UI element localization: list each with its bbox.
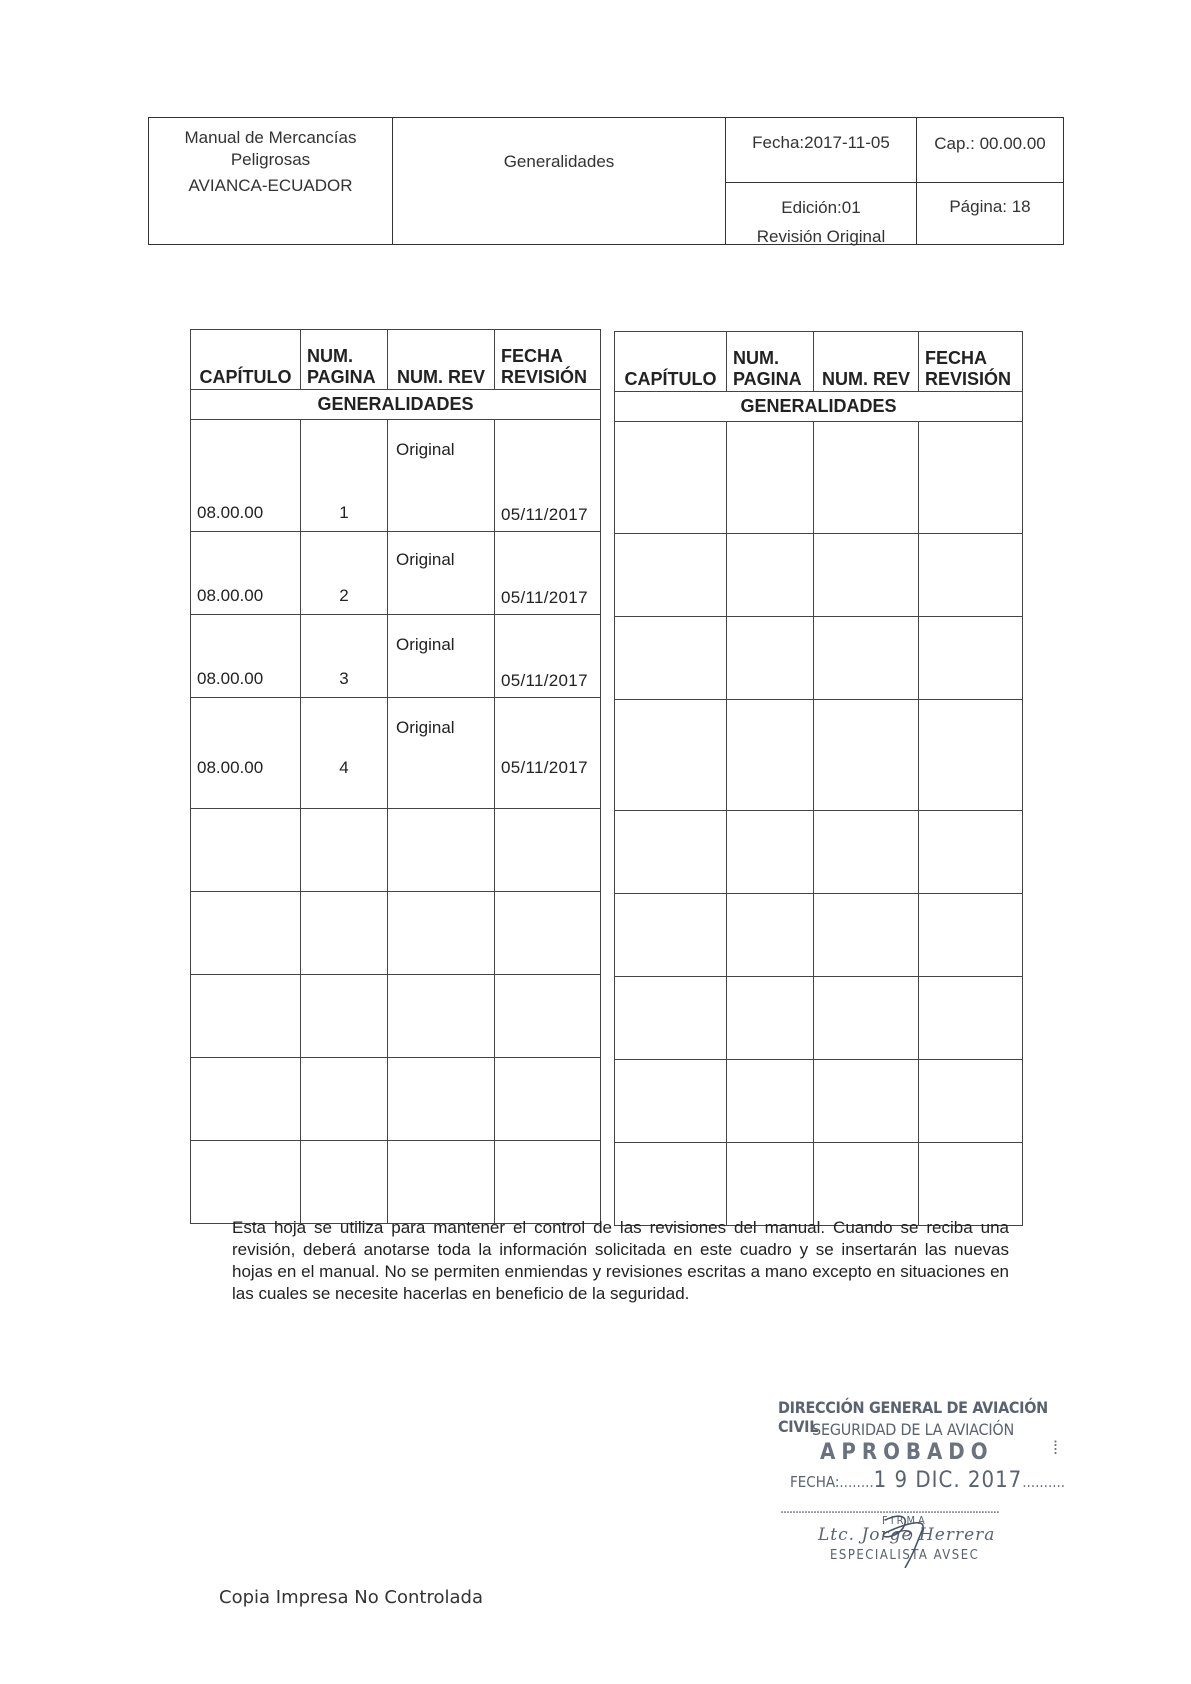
col-header-fecha-revision: FECHA REVISIÓN [495, 330, 601, 390]
row-fecha: 05/11/2017 [501, 758, 588, 777]
header-edition: Edición:01 [781, 198, 861, 217]
row-pagina: 4 [339, 758, 349, 777]
section-label: GENERALIDADES [615, 392, 1023, 422]
uncontrolled-copy-label: Copia Impresa No Controlada [219, 1587, 483, 1608]
table-row-empty [615, 977, 1023, 1060]
table-row-empty [191, 975, 601, 1058]
stamp-signature-label: FIRMA [882, 1514, 928, 1527]
table-row-empty [615, 617, 1023, 700]
table-row [191, 615, 601, 698]
manual-title-line2: Peligrosas [230, 150, 311, 169]
row-pagina: 2 [339, 586, 349, 605]
row-capitulo: 08.00.00 [197, 758, 264, 777]
table-row-empty [191, 892, 601, 975]
document-header [148, 117, 1064, 245]
header-revision: Revisión Original [756, 227, 886, 246]
table-row-empty [615, 894, 1023, 977]
row-rev: Original [396, 550, 455, 569]
header-edition-cell [726, 183, 917, 244]
section-label: GENERALIDADES [191, 390, 601, 420]
table-header-row [191, 330, 601, 390]
header-page: Página: 18 [949, 197, 1031, 216]
header-date: Fecha:2017-11-05 [726, 118, 917, 183]
header-chapter: Cap.: 00.00.00 [917, 118, 1063, 183]
col-header-num-rev: NUM. REV [814, 332, 919, 392]
col-header-capitulo: CAPÍTULO [615, 332, 727, 392]
manual-title-line1: Manual de Mercancías [184, 128, 357, 147]
row-rev: Original [396, 635, 455, 654]
revision-control-note: Esta hoja se utiliza para mantener el control de las revisiones del manual. Cuando se reciba una revisión, deberá anotarse toda la información solicitada en este cuadro y se insertarán las nuevas hojas en el manual. No se permiten enmiendas y revisiones escritas a mano excepto en situaciones en las cuales se necesite hacerlas en beneficio de la seguridad. [232, 1218, 1009, 1303]
signature-line: ......................................................................... [780, 1501, 999, 1517]
row-pagina: 3 [339, 669, 349, 688]
stamp-signer-title: ESPECIALISTA AVSEC [830, 1548, 980, 1563]
row-pagina: 1 [339, 503, 349, 522]
table-row-empty [615, 1143, 1023, 1226]
handwritten-signature [865, 1458, 945, 1568]
table-row-empty [615, 700, 1023, 811]
scan-mark-icon: ⁞ [1053, 1438, 1059, 1458]
stamp-authority: DIRECCIÓN GENERAL DE AVIACIÓN CIVIL [778, 1398, 1048, 1436]
row-rev: Original [396, 440, 455, 459]
table-row [191, 532, 601, 615]
col-header-num-pagina: NUM. PAGINA [301, 330, 388, 390]
manual-title-cell [149, 118, 393, 244]
table-row-empty [191, 1058, 601, 1141]
row-capitulo: 08.00.00 [197, 586, 264, 605]
stamp-date-line: FECHA:........1 9 DIC. 2017.......... [790, 1468, 1066, 1493]
table-row-empty [615, 1060, 1023, 1143]
col-header-capitulo: CAPÍTULO [191, 330, 301, 390]
stamp-date-label: FECHA: [790, 1473, 840, 1491]
table-row-empty [615, 534, 1023, 617]
stamp-signer-name: Ltc. Jorge Herrera [818, 1525, 996, 1545]
table-row-empty [615, 811, 1023, 894]
table-row-empty [615, 422, 1023, 534]
table-row-empty [191, 1141, 601, 1224]
table-header-row [615, 332, 1023, 392]
table-row [191, 420, 601, 532]
row-fecha: 05/11/2017 [501, 588, 588, 607]
row-capitulo: 08.00.00 [197, 503, 264, 522]
section-row [615, 392, 1023, 422]
revision-table-right [614, 331, 1023, 1226]
section-row [191, 390, 601, 420]
row-rev: Original [396, 718, 455, 737]
table-row [191, 698, 601, 809]
row-fecha: 05/11/2017 [501, 671, 588, 690]
row-capitulo: 08.00.00 [197, 669, 264, 688]
company-name: AVIANCA-ECUADOR [188, 176, 353, 195]
stamp-department: SEGURIDAD DE LA AVIACIÓN [812, 1420, 1015, 1439]
section-title: Generalidades [393, 118, 726, 244]
col-header-num-pagina: NUM. PAGINA [727, 332, 814, 392]
row-fecha: 05/11/2017 [501, 505, 588, 524]
revision-table-left [190, 329, 601, 1224]
table-row-empty [191, 809, 601, 892]
stamp-date-value: 1 9 DIC. 2017 [873, 1468, 1023, 1493]
stamp-approved: APROBADO [820, 1440, 994, 1465]
col-header-num-rev: NUM. REV [388, 330, 495, 390]
col-header-fecha-revision: FECHA REVISIÓN [919, 332, 1023, 392]
